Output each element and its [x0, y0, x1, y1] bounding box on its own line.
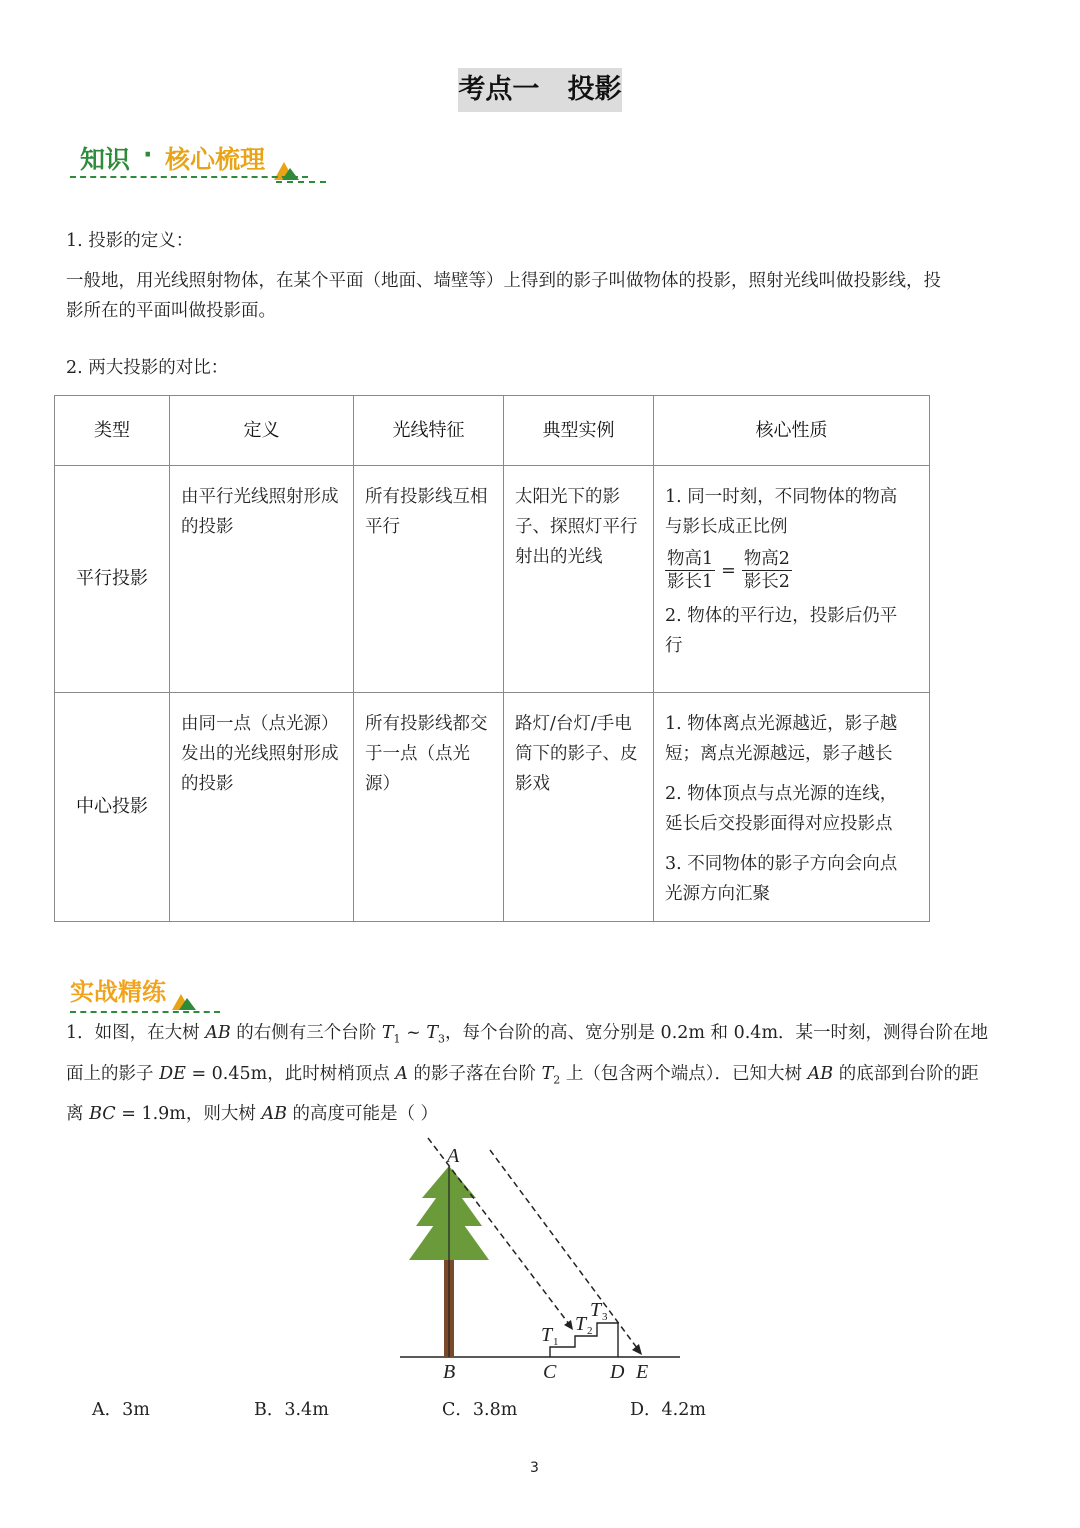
property-text: 1. 同一时刻，不同物体的物高 — [665, 487, 898, 507]
definition-line: 影所在的平面叫做投影面。 — [66, 301, 276, 321]
math-var: AB — [261, 1104, 287, 1124]
label-c: C — [543, 1361, 557, 1383]
text: = 1.9m，则大树 — [115, 1104, 262, 1124]
label-t2-sub: 2 — [587, 1325, 593, 1337]
label-e: E — [636, 1361, 649, 1383]
section-practice-title: 实战精练 — [70, 978, 166, 1006]
text: 的底部到台阶的距 — [833, 1064, 979, 1084]
example-cell: 太阳光下的影子、探照灯平行射出的光线 — [504, 466, 654, 693]
math-var: T — [541, 1064, 554, 1084]
text: ，每个台阶的高、宽分别是 0.2m 和 0.4m．某一时刻，测得台阶在地 — [445, 1023, 989, 1043]
math-var: T — [426, 1023, 438, 1043]
label-t2: T — [575, 1313, 587, 1335]
text: 面上的影子 — [66, 1064, 160, 1084]
question-line — [66, 1099, 438, 1129]
section-knowledge-title: 核心梳理 — [165, 145, 266, 174]
option-b[interactable]: B．3.4m — [254, 1400, 329, 1420]
question-line — [66, 1018, 988, 1055]
math-var: A — [395, 1064, 408, 1084]
property-text: 与影长成正比例 — [665, 517, 788, 537]
text: 离 — [66, 1104, 90, 1124]
label-a: A — [447, 1145, 460, 1167]
header-cell: 定义 — [170, 396, 354, 466]
triangle-decoration-icon — [170, 990, 200, 1012]
equals-sign: = — [721, 560, 736, 581]
property-text: 3. 不同物体的影子方向会向点 — [665, 854, 898, 874]
rays-cell: 所有投影线互相平行 — [354, 466, 504, 693]
arrow-head — [564, 1320, 573, 1330]
option-d[interactable]: D．4.2m — [630, 1400, 706, 1420]
definition-heading: 1. 投影的定义： — [66, 231, 194, 251]
type-cell: 中心投影 — [55, 693, 170, 922]
ratio-formula — [665, 548, 919, 593]
fraction-numerator: 物高1 — [667, 549, 714, 569]
header-cell: 核心性质 — [654, 396, 930, 466]
property-cell — [654, 466, 930, 693]
tree-steps-figure — [390, 1130, 690, 1385]
property-text: 光源方向汇聚 — [665, 884, 770, 904]
arrow-head — [632, 1344, 642, 1355]
subscript: 3 — [438, 1032, 445, 1046]
math-var: AB — [205, 1023, 231, 1043]
label-t1-sub: 1 — [553, 1336, 559, 1348]
property-text: 1. 物体离点光源越近，影子越 — [665, 714, 898, 734]
section-knowledge-dot: · — [143, 140, 153, 169]
label-t1: T — [541, 1324, 553, 1346]
property-text: 短；离点光源越远，影子越长 — [665, 744, 893, 764]
text: 1．如图，在大树 — [66, 1023, 206, 1043]
math-var: T — [381, 1023, 394, 1043]
math-var: DE — [159, 1064, 186, 1084]
definition-line: 一般地，用光线照射物体，在某个平面（地面、墙壁等）上得到的影子叫做物体的投影，照射光线叫做投影线，投 — [66, 271, 941, 291]
type-cell: 平行投影 — [55, 466, 170, 693]
fraction-denominator: 影长2 — [743, 572, 790, 592]
example-cell: 路灯/台灯/手电筒下的影子、皮影戏 — [504, 693, 654, 922]
text: 的右侧有三个台阶 — [230, 1023, 382, 1043]
option-a[interactable]: A．3m — [92, 1400, 150, 1420]
table-row — [55, 466, 930, 693]
rays-cell: 所有投影线都交于一点（点光源） — [354, 693, 504, 922]
section-divider — [70, 1011, 220, 1013]
header-cell: 类型 — [55, 396, 170, 466]
text: 上（包含两个端点）．已知大树 — [560, 1064, 808, 1084]
property-text: 延长后交投影面得对应投影点 — [665, 814, 893, 834]
label-t3: T — [590, 1299, 602, 1321]
property-cell — [654, 693, 930, 922]
comparison-heading: 2. 两大投影的对比： — [66, 358, 229, 378]
fraction-denominator: 影长1 — [667, 572, 714, 592]
page-number: 3 — [530, 1460, 539, 1476]
option-c[interactable]: C．3.8m — [442, 1400, 518, 1420]
text: 的影子落在台阶 — [407, 1064, 542, 1084]
page-title: 考点一 投影 — [458, 68, 622, 112]
definition-cell: 由同一点（点光源）发出的光线照射形成的投影 — [170, 693, 354, 922]
section-divider — [70, 176, 308, 178]
fraction — [665, 548, 715, 593]
header-cell: 光线特征 — [354, 396, 504, 466]
text: ~ — [400, 1023, 427, 1043]
label-d: D — [610, 1361, 625, 1383]
section-divider — [276, 181, 326, 183]
subscript: 2 — [553, 1073, 561, 1087]
light-ray — [490, 1150, 640, 1352]
property-text: 2. 物体顶点与点光源的连线， — [665, 784, 898, 804]
fraction-numerator: 物高2 — [743, 549, 790, 569]
text: = 0.45m，此时树梢顶点 — [185, 1064, 396, 1084]
triangle-decoration-icon — [272, 158, 302, 182]
math-var: AB — [807, 1064, 834, 1084]
text: 的高度可能是（ ） — [286, 1104, 439, 1124]
fraction — [742, 548, 792, 593]
table-row — [55, 693, 930, 922]
definition-cell: 由平行光线照射形成的投影 — [170, 466, 354, 693]
property-text: 行 — [665, 636, 683, 656]
label-b: B — [443, 1361, 456, 1383]
table-header-row — [55, 396, 930, 466]
question-line — [66, 1059, 979, 1096]
math-var: BC — [89, 1104, 116, 1124]
comparison-table — [54, 395, 930, 922]
header-cell: 典型实例 — [504, 396, 654, 466]
section-knowledge-label: 知识 — [80, 145, 131, 174]
property-text: 2. 物体的平行边，投影后仍平 — [665, 606, 898, 626]
label-t3-sub: 3 — [602, 1311, 608, 1323]
subscript: 1 — [393, 1032, 401, 1046]
